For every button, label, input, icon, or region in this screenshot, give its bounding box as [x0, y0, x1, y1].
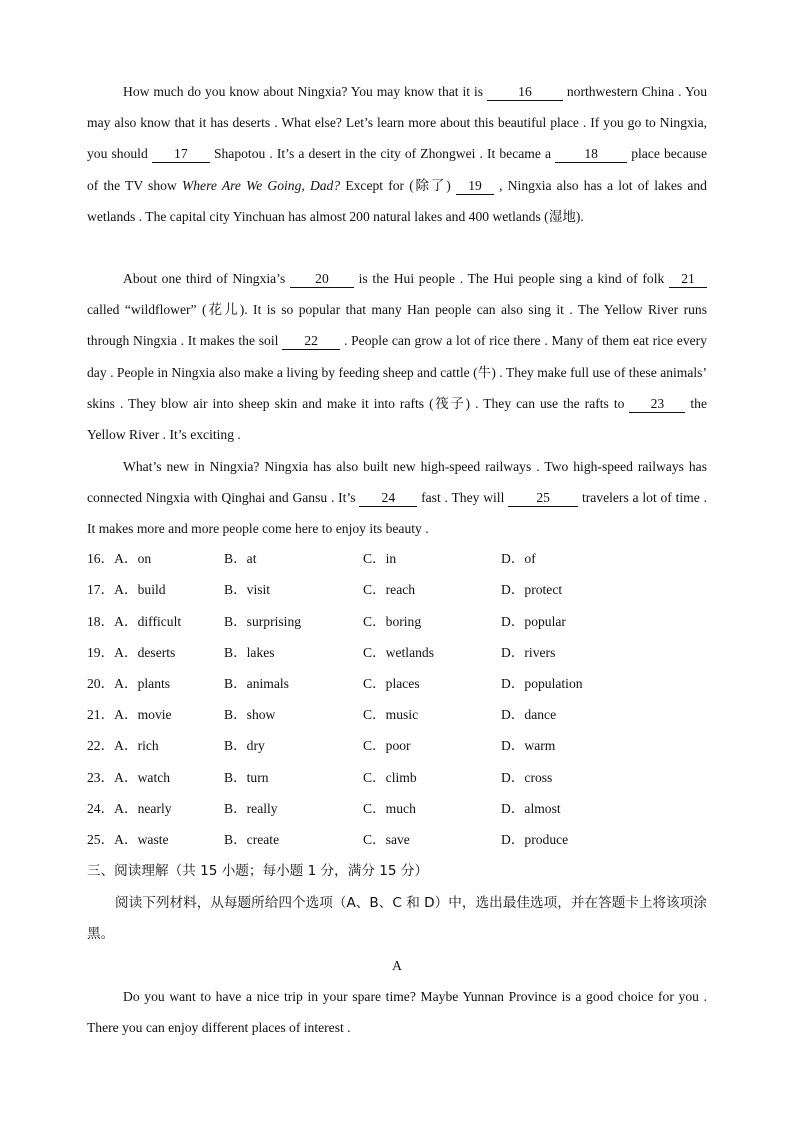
option-d[interactable]: D．produce: [501, 832, 569, 847]
options-row: [87, 736, 707, 756]
option-d[interactable]: D．popular: [501, 614, 566, 629]
options-row: [87, 705, 707, 725]
options-row: [87, 674, 707, 694]
option-d[interactable]: D．protect: [501, 582, 563, 597]
options-row: [87, 830, 707, 850]
option-b[interactable]: B．lakes: [224, 645, 275, 660]
tv-show-title: Where Are We Going, Dad?: [181, 177, 341, 193]
section-instruction: 阅读下列材料，从每题所给四个选项（A、B、C 和 D）中，选出最佳选项，并在答题卡上将该项涂黑。: [87, 895, 707, 942]
option-b[interactable]: B．show: [224, 707, 276, 722]
reading-passage-a: Do you want to have a nice trip in your spare time? Maybe Yunnan Province is a good choice for you . There you can enjoy different places of interest .: [87, 989, 707, 1036]
options-row: [87, 580, 707, 600]
option-b[interactable]: B．visit: [224, 582, 271, 597]
option-d[interactable]: D．almost: [501, 801, 561, 816]
option-a[interactable]: 16．A．on: [87, 551, 152, 566]
option-b[interactable]: B．dry: [224, 738, 265, 753]
option-c[interactable]: C．poor: [363, 738, 411, 753]
blank-25[interactable]: 25: [508, 490, 578, 507]
option-c[interactable]: C．climb: [363, 770, 417, 785]
option-c[interactable]: C．places: [363, 676, 420, 691]
blank-22[interactable]: 22: [282, 333, 340, 350]
option-a[interactable]: 17．A．build: [87, 582, 166, 597]
options-row: [87, 768, 707, 788]
blank-24[interactable]: 24: [359, 490, 417, 507]
option-d[interactable]: D．of: [501, 551, 536, 566]
option-b[interactable]: B．at: [224, 551, 257, 566]
option-c[interactable]: C．in: [363, 551, 397, 566]
option-d[interactable]: D．cross: [501, 770, 553, 785]
option-b[interactable]: B．turn: [224, 770, 269, 785]
blank-18[interactable]: 18: [555, 146, 627, 163]
blank-16[interactable]: 16: [487, 84, 563, 101]
option-a[interactable]: 23．A．watch: [87, 770, 171, 785]
option-b[interactable]: B．create: [224, 832, 280, 847]
option-c[interactable]: C．save: [363, 832, 410, 847]
passage-title: A: [392, 958, 402, 973]
option-a[interactable]: 20．A．plants: [87, 676, 171, 691]
blank-19[interactable]: 19: [456, 178, 494, 195]
option-c[interactable]: C．wetlands: [363, 645, 434, 660]
option-a[interactable]: 25．A．waste: [87, 832, 169, 847]
option-c[interactable]: C．music: [363, 707, 419, 722]
option-b[interactable]: B．really: [224, 801, 278, 816]
option-d[interactable]: D．warm: [501, 738, 556, 753]
option-a[interactable]: 21．A．movie: [87, 707, 172, 722]
options-row: [87, 549, 707, 569]
option-c[interactable]: C．much: [363, 801, 416, 816]
option-a[interactable]: 22．A．rich: [87, 738, 159, 753]
options-row: [87, 643, 707, 663]
blank-17[interactable]: 17: [152, 146, 210, 163]
blank-20[interactable]: 20: [290, 271, 354, 288]
option-d[interactable]: D．rivers: [501, 645, 556, 660]
passage-paragraph-1: How much do you know about Ningxia? You may know that it is 16 northwestern China . You may also know that it has deserts . What else? Let’s learn more about this beautiful place . If you go to Ningxia, you should 17 Shapotou . It’s a desert in the city of Zhongwei . It became a 18 place because of the TV show Where Are We Going, Dad? Except for (除了) 19 , Ningxia also has a lot of lakes and wetlands . The capital city Yinchuan has almost 200 natural lakes and 400 wetlands (湿地).: [87, 84, 707, 224]
passage-paragraph-2: About one third of Ningxia’s 20 is the Hui people . The Hui people sing a kind of folk 21 called “wildflower” (花儿). It is so popular that many Han people can also sing it . The Yellow River runs through Ningxia . It makes the soil 22 . People can grow a lot of rice there . Many of them eat rice every day . People in Ningxia also make a living by feeding sheep and cattle (牛) . They make full use of these animals’ skins . They blow air into sheep skin and make it into rafts (筏子) . They can use the rafts to 23 the Yellow River . It’s exciting .: [87, 271, 708, 443]
option-c[interactable]: C．boring: [363, 614, 422, 629]
option-d[interactable]: D．dance: [501, 707, 557, 722]
option-a[interactable]: 19．A．deserts: [87, 645, 176, 660]
option-b[interactable]: B．animals: [224, 676, 289, 691]
blank-21[interactable]: 21: [669, 271, 707, 288]
option-d[interactable]: D．population: [501, 676, 583, 691]
blank-23[interactable]: 23: [629, 396, 685, 413]
passage-paragraph-3: What’s new in Ningxia? Ningxia has also built new high-speed railways . Two high-speed railways has connected Ningxia with Qinghai and Gansu . It’s 24 fast . They will 25 travelers a lot of time . It makes more and more people come here to enjoy its beauty .: [87, 459, 707, 537]
section-heading: 三、阅读理解（共 15 小题；每小题 1 分，满分 15 分）: [87, 863, 429, 879]
options-row: [87, 799, 707, 819]
option-a[interactable]: 18．A．difficult: [87, 614, 182, 629]
options-row: [87, 612, 707, 632]
option-a[interactable]: 24．A．nearly: [87, 801, 172, 816]
option-c[interactable]: C．reach: [363, 582, 416, 597]
option-b[interactable]: B．surprising: [224, 614, 302, 629]
